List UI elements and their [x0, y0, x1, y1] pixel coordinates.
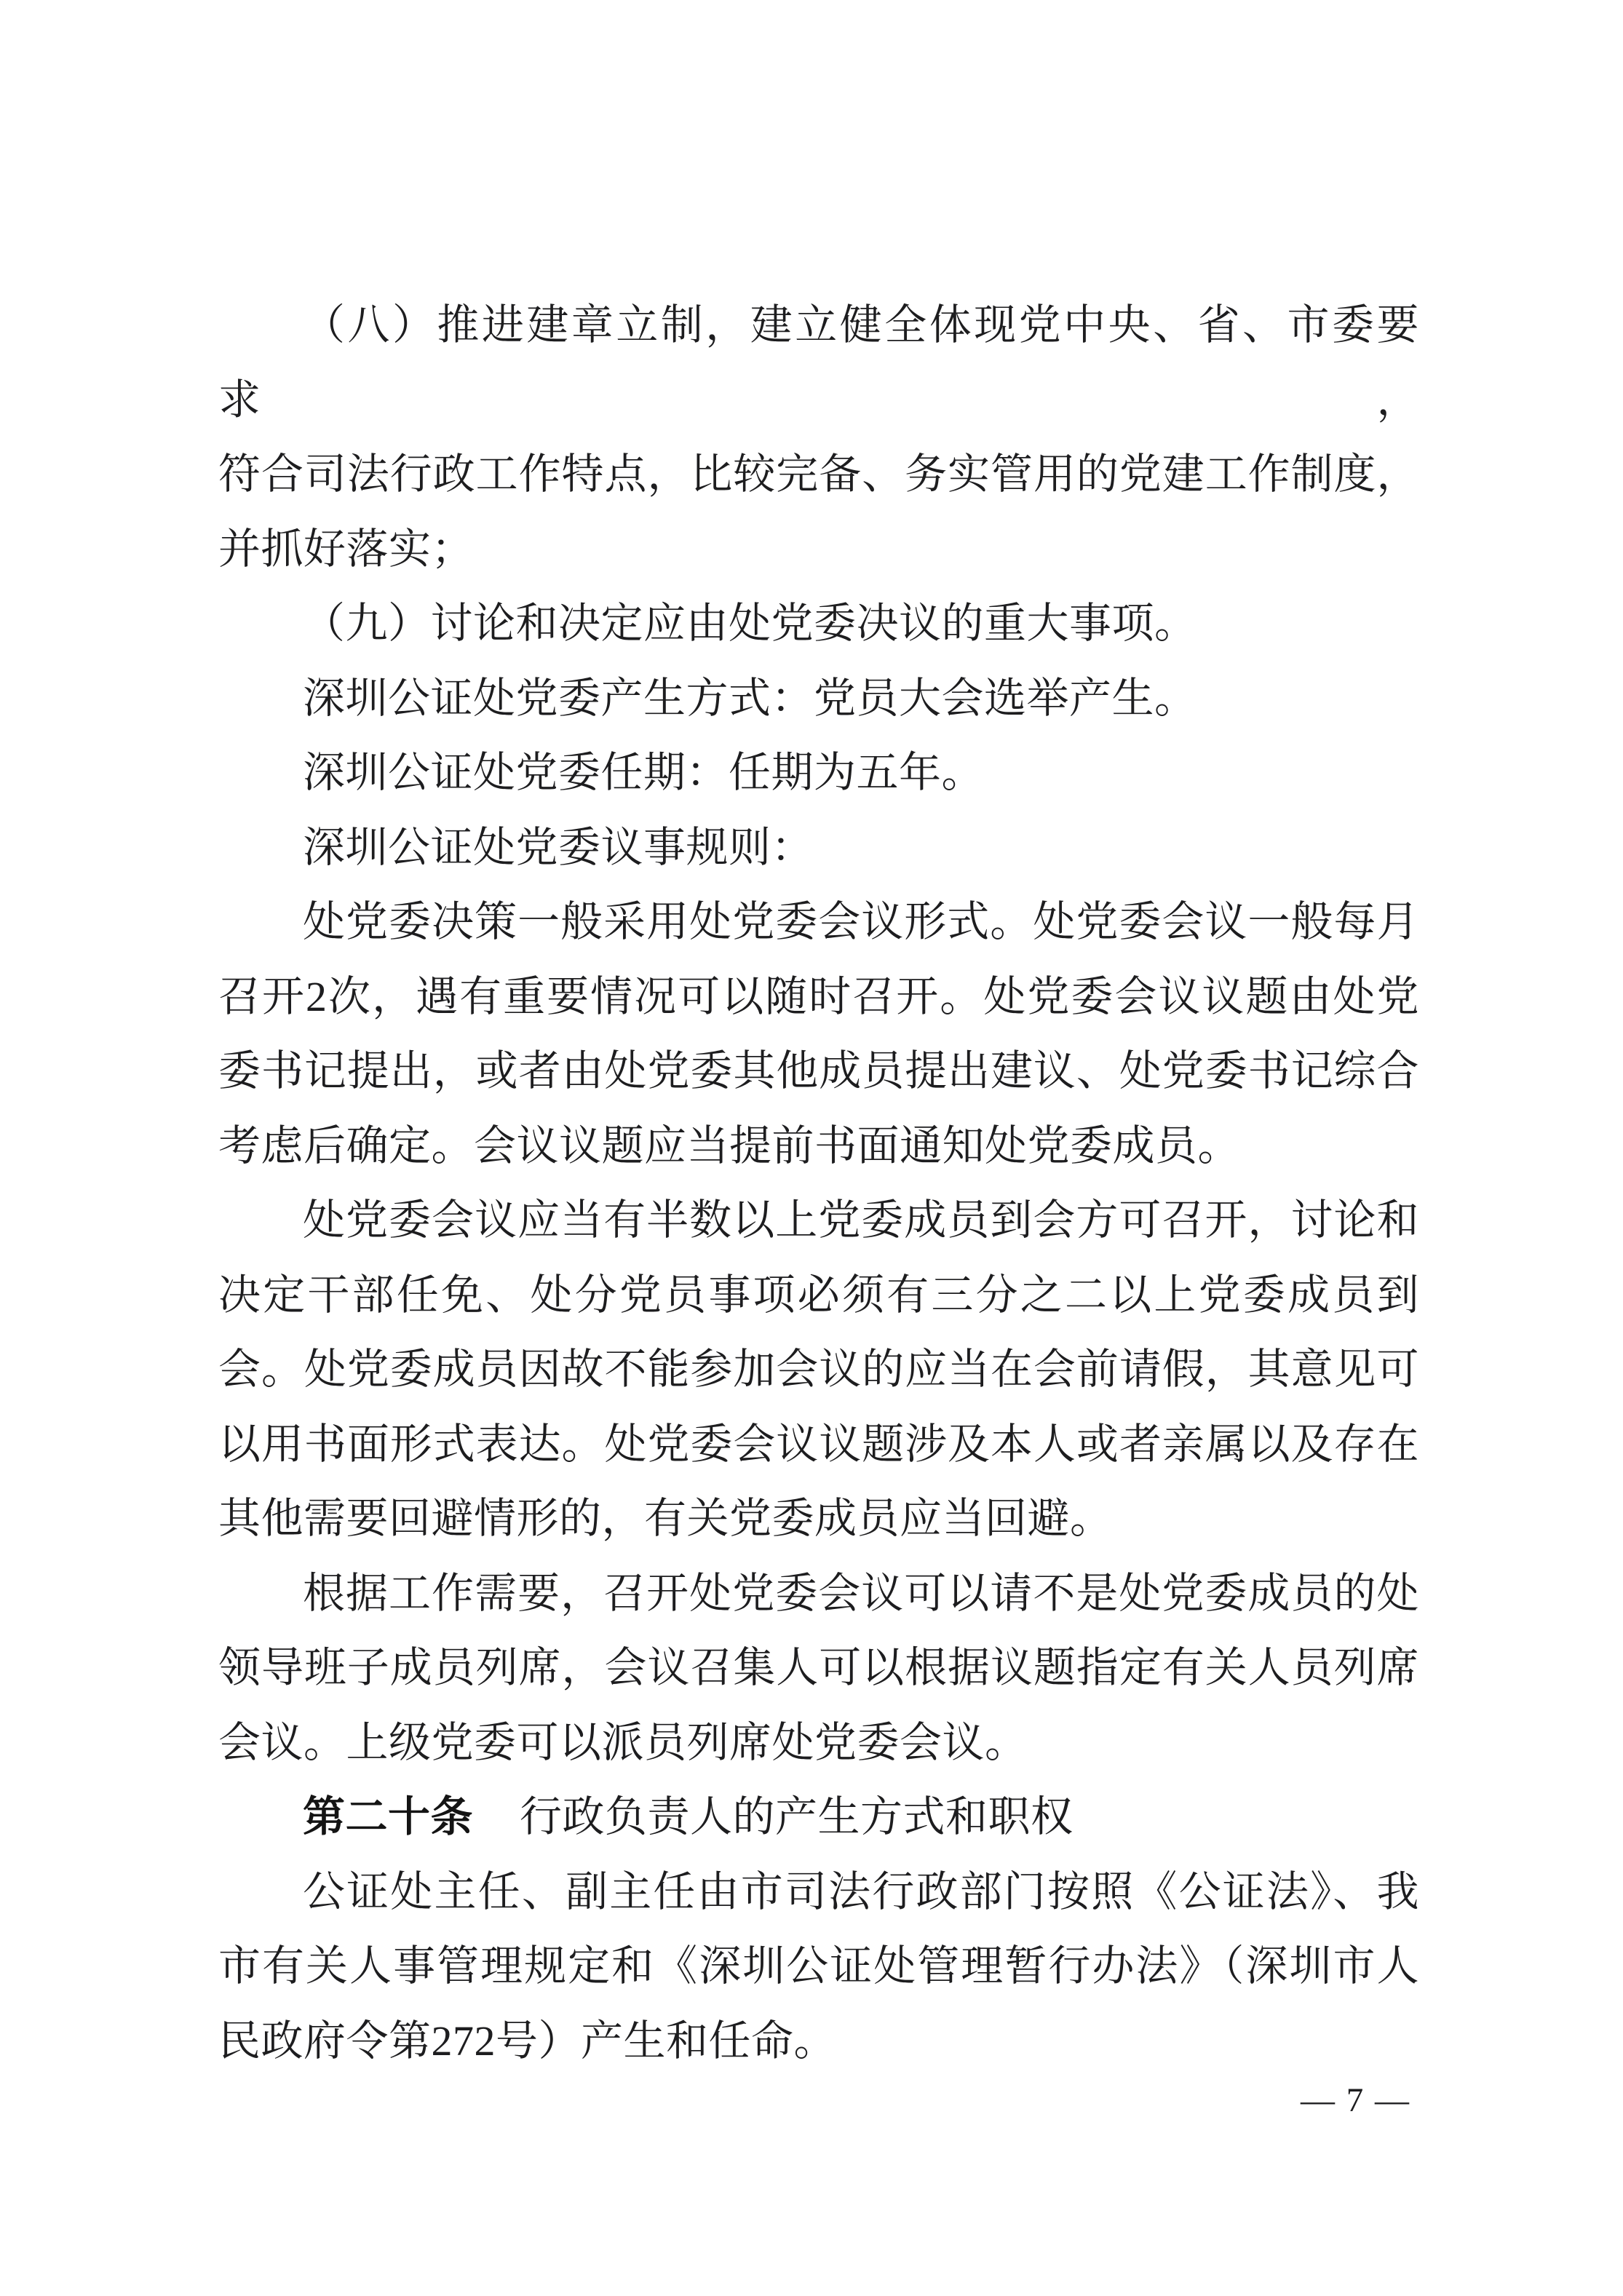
text-line: 市有关人事管理规定和《深圳公证处管理暂行办法》（深圳市人 — [218, 1942, 1419, 1990]
text-line: （八）推进建章立制，建立健全体现党中央、省、市委要求， — [218, 301, 1419, 424]
text-line: 会。处党委成员因故不能参加会议的应当在会前请假，其意见可 — [218, 1346, 1419, 1393]
text-line: 领导班子成员列席，会议召集人可以根据议题指定有关人员列席 — [218, 1644, 1419, 1691]
text-line: 并抓好落实； — [218, 525, 475, 573]
article-number: 第二十条 — [303, 1793, 474, 1840]
page-footer — [1301, 2078, 1410, 2122]
document-body — [218, 288, 1419, 2078]
text-line: 处党委决策一般采用处党委会议形式。处党委会议一般每月 — [303, 898, 1419, 945]
article-title: 行政负责人的产生方式和职权 — [520, 1793, 1074, 1840]
text-line: 符合司法行政工作特点，比较完备、务实管用的党建工作制度， — [218, 450, 1419, 498]
text-line: 会议。上级党委可以派员列席处党委会议。 — [218, 1718, 1028, 1766]
text-line: 深圳公证处党委议事规则： — [303, 823, 814, 871]
text-line: 民政府令第272号）产生和任命。 — [218, 2017, 837, 2065]
text-line: 委书记提出，或者由处党委其他成员提出建议、处党委书记综合 — [218, 1047, 1419, 1095]
text-line: 处党委会议应当有半数以上党委成员到会方可召开，讨论和 — [303, 1196, 1419, 1244]
text-line: 决定干部任免、处分党员事项必须有三分之二以上党委成员到 — [218, 1271, 1419, 1319]
text-line: 考虑后确定。会议议题应当提前书面通知处党委成员。 — [218, 1121, 1241, 1169]
text-line: 深圳公证处党委任期：任期为五年。 — [303, 749, 985, 796]
page-number: — 7 — — [1301, 2081, 1410, 2119]
heading-line — [218, 1780, 1419, 1855]
text-line: 根据工作需要，召开处党委会议可以请不是处党委成员的处 — [303, 1569, 1419, 1617]
text-line: 以用书面形式表达。处党委会议议题涉及本人或者亲属以及存在 — [218, 1420, 1419, 1468]
text-line: 其他需要回避情形的，有关党委成员应当回避。 — [218, 1495, 1113, 1542]
text-line: 公证处主任、副主任由市司法行政部门按照《公证法》、我 — [303, 1867, 1419, 1915]
text-line: （九）讨论和决定应由处党委决议的重大事项。 — [303, 600, 1197, 647]
text-line: 召开2次，遇有重要情况可以随时召开。处党委会议议题由处党 — [218, 972, 1419, 1020]
text-line: 深圳公证处党委产生方式：党员大会选举产生。 — [303, 674, 1197, 722]
